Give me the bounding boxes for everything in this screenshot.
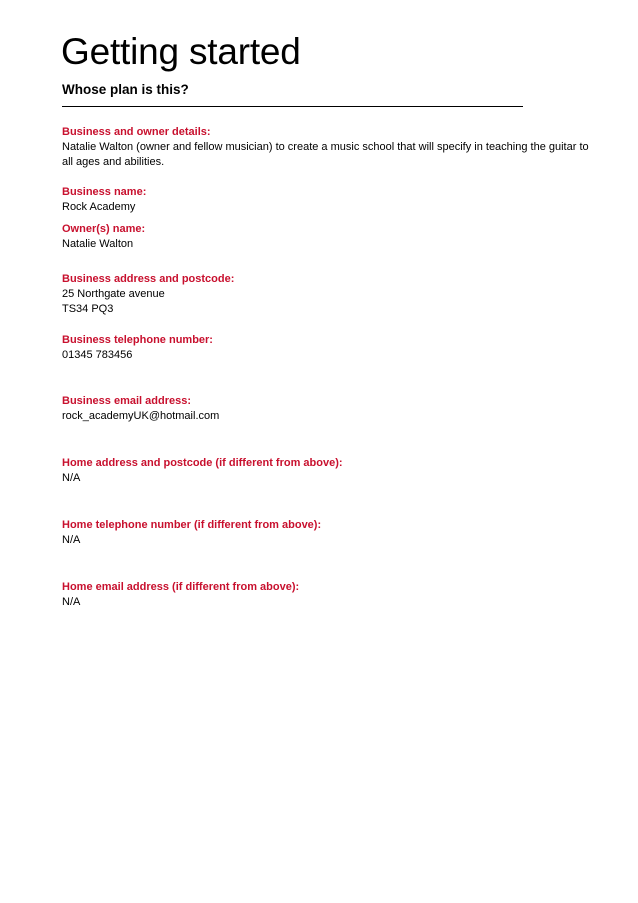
business-owner-details-value: Natalie Walton (owner and fellow musician) to create a music school that will specify in teaching the guitar to all ages and abilities.: [62, 141, 589, 168]
business-address-line2: TS34 PQ3: [62, 303, 114, 315]
home-email-value: N/A: [62, 596, 81, 608]
business-name-value: Rock Academy: [62, 201, 136, 213]
business-email-label: Business email address:: [62, 395, 192, 407]
business-email-value: rock_academyUK@hotmail.com: [62, 410, 220, 422]
owner-name-value: Natalie Walton: [62, 238, 134, 250]
business-email-section: [62, 394, 602, 424]
business-address-label: Business address and postcode:: [62, 273, 235, 285]
home-address-section: [62, 456, 602, 486]
owner-name-section: [62, 222, 602, 252]
business-owner-details-label: Business and owner details:: [62, 126, 211, 138]
owner-name-label: Owner(s) name:: [62, 223, 146, 235]
home-email-label: Home email address (if different from above):: [62, 581, 300, 593]
home-phone-section: [62, 518, 602, 548]
home-phone-value: N/A: [62, 534, 81, 546]
business-owner-details-section: [62, 125, 602, 170]
home-email-section: [62, 580, 602, 610]
business-phone-section: [62, 333, 602, 363]
home-address-label: Home address and postcode (if different from above):: [62, 457, 343, 469]
home-address-value: N/A: [62, 472, 81, 484]
title-divider: [62, 106, 523, 107]
business-name-label: Business name:: [62, 186, 147, 198]
page-title: Getting started: [61, 31, 301, 72]
business-address-section: [62, 272, 602, 317]
business-phone-label: Business telephone number:: [62, 334, 213, 346]
business-name-section: [62, 185, 602, 215]
business-address-line1: 25 Northgate avenue: [62, 288, 165, 300]
page-subtitle: Whose plan is this?: [62, 82, 189, 97]
business-phone-value: 01345 783456: [62, 349, 133, 361]
home-phone-label: Home telephone number (if different from above):: [62, 519, 322, 531]
